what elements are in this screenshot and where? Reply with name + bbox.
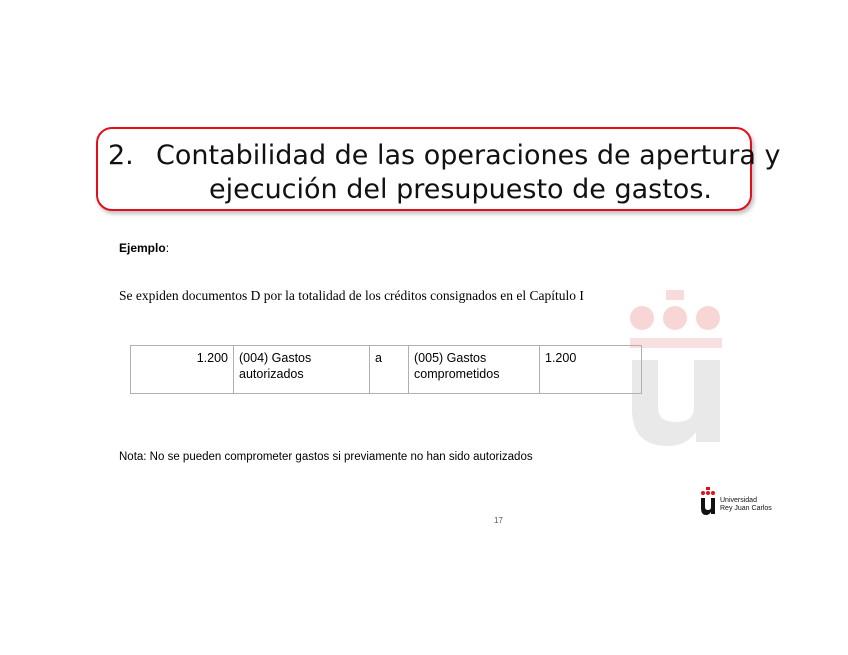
- intro-text: Se expiden documentos D por la totalidad de los créditos consignados en el Capítulo I: [119, 288, 584, 303]
- page-number: 17: [494, 516, 503, 525]
- credit-account-line-2: comprometidos: [414, 367, 500, 381]
- example-label-colon: :: [165, 241, 170, 255]
- example-label-text: Ejemplo: [119, 241, 166, 255]
- credit-account-cell: [409, 346, 540, 394]
- debit-account-cell: [234, 346, 370, 394]
- note-text: Nota: No se pueden comprometer gastos si previamente no han sido autorizados: [119, 451, 533, 463]
- table-row: [131, 346, 642, 394]
- university-name-line-1: Universidad: [720, 497, 757, 504]
- example-label: [119, 241, 169, 255]
- section-number: 2.: [108, 140, 134, 171]
- connector-cell: [370, 346, 409, 394]
- credit-amount: 1.200: [545, 351, 577, 365]
- university-watermark-icon: [628, 288, 724, 448]
- debit-account-line-2: autorizados: [239, 367, 304, 381]
- debit-account-line-1: (004) Gastos: [239, 351, 312, 365]
- credit-account-line-1: (005) Gastos: [414, 351, 487, 365]
- debit-amount-cell: [131, 346, 234, 394]
- page-title-line-2: ejecución del presupuesto de gastos.: [209, 174, 712, 205]
- page-title-line-1: Contabilidad de las operaciones de apertura y: [156, 140, 781, 171]
- debit-amount: 1.200: [196, 351, 228, 365]
- journal-entry-table: [130, 345, 642, 394]
- connector: a: [375, 351, 382, 365]
- credit-amount-cell: [540, 346, 642, 394]
- university-name-line-2: Rey Juan Carlos: [720, 505, 772, 512]
- university-name: [720, 497, 772, 513]
